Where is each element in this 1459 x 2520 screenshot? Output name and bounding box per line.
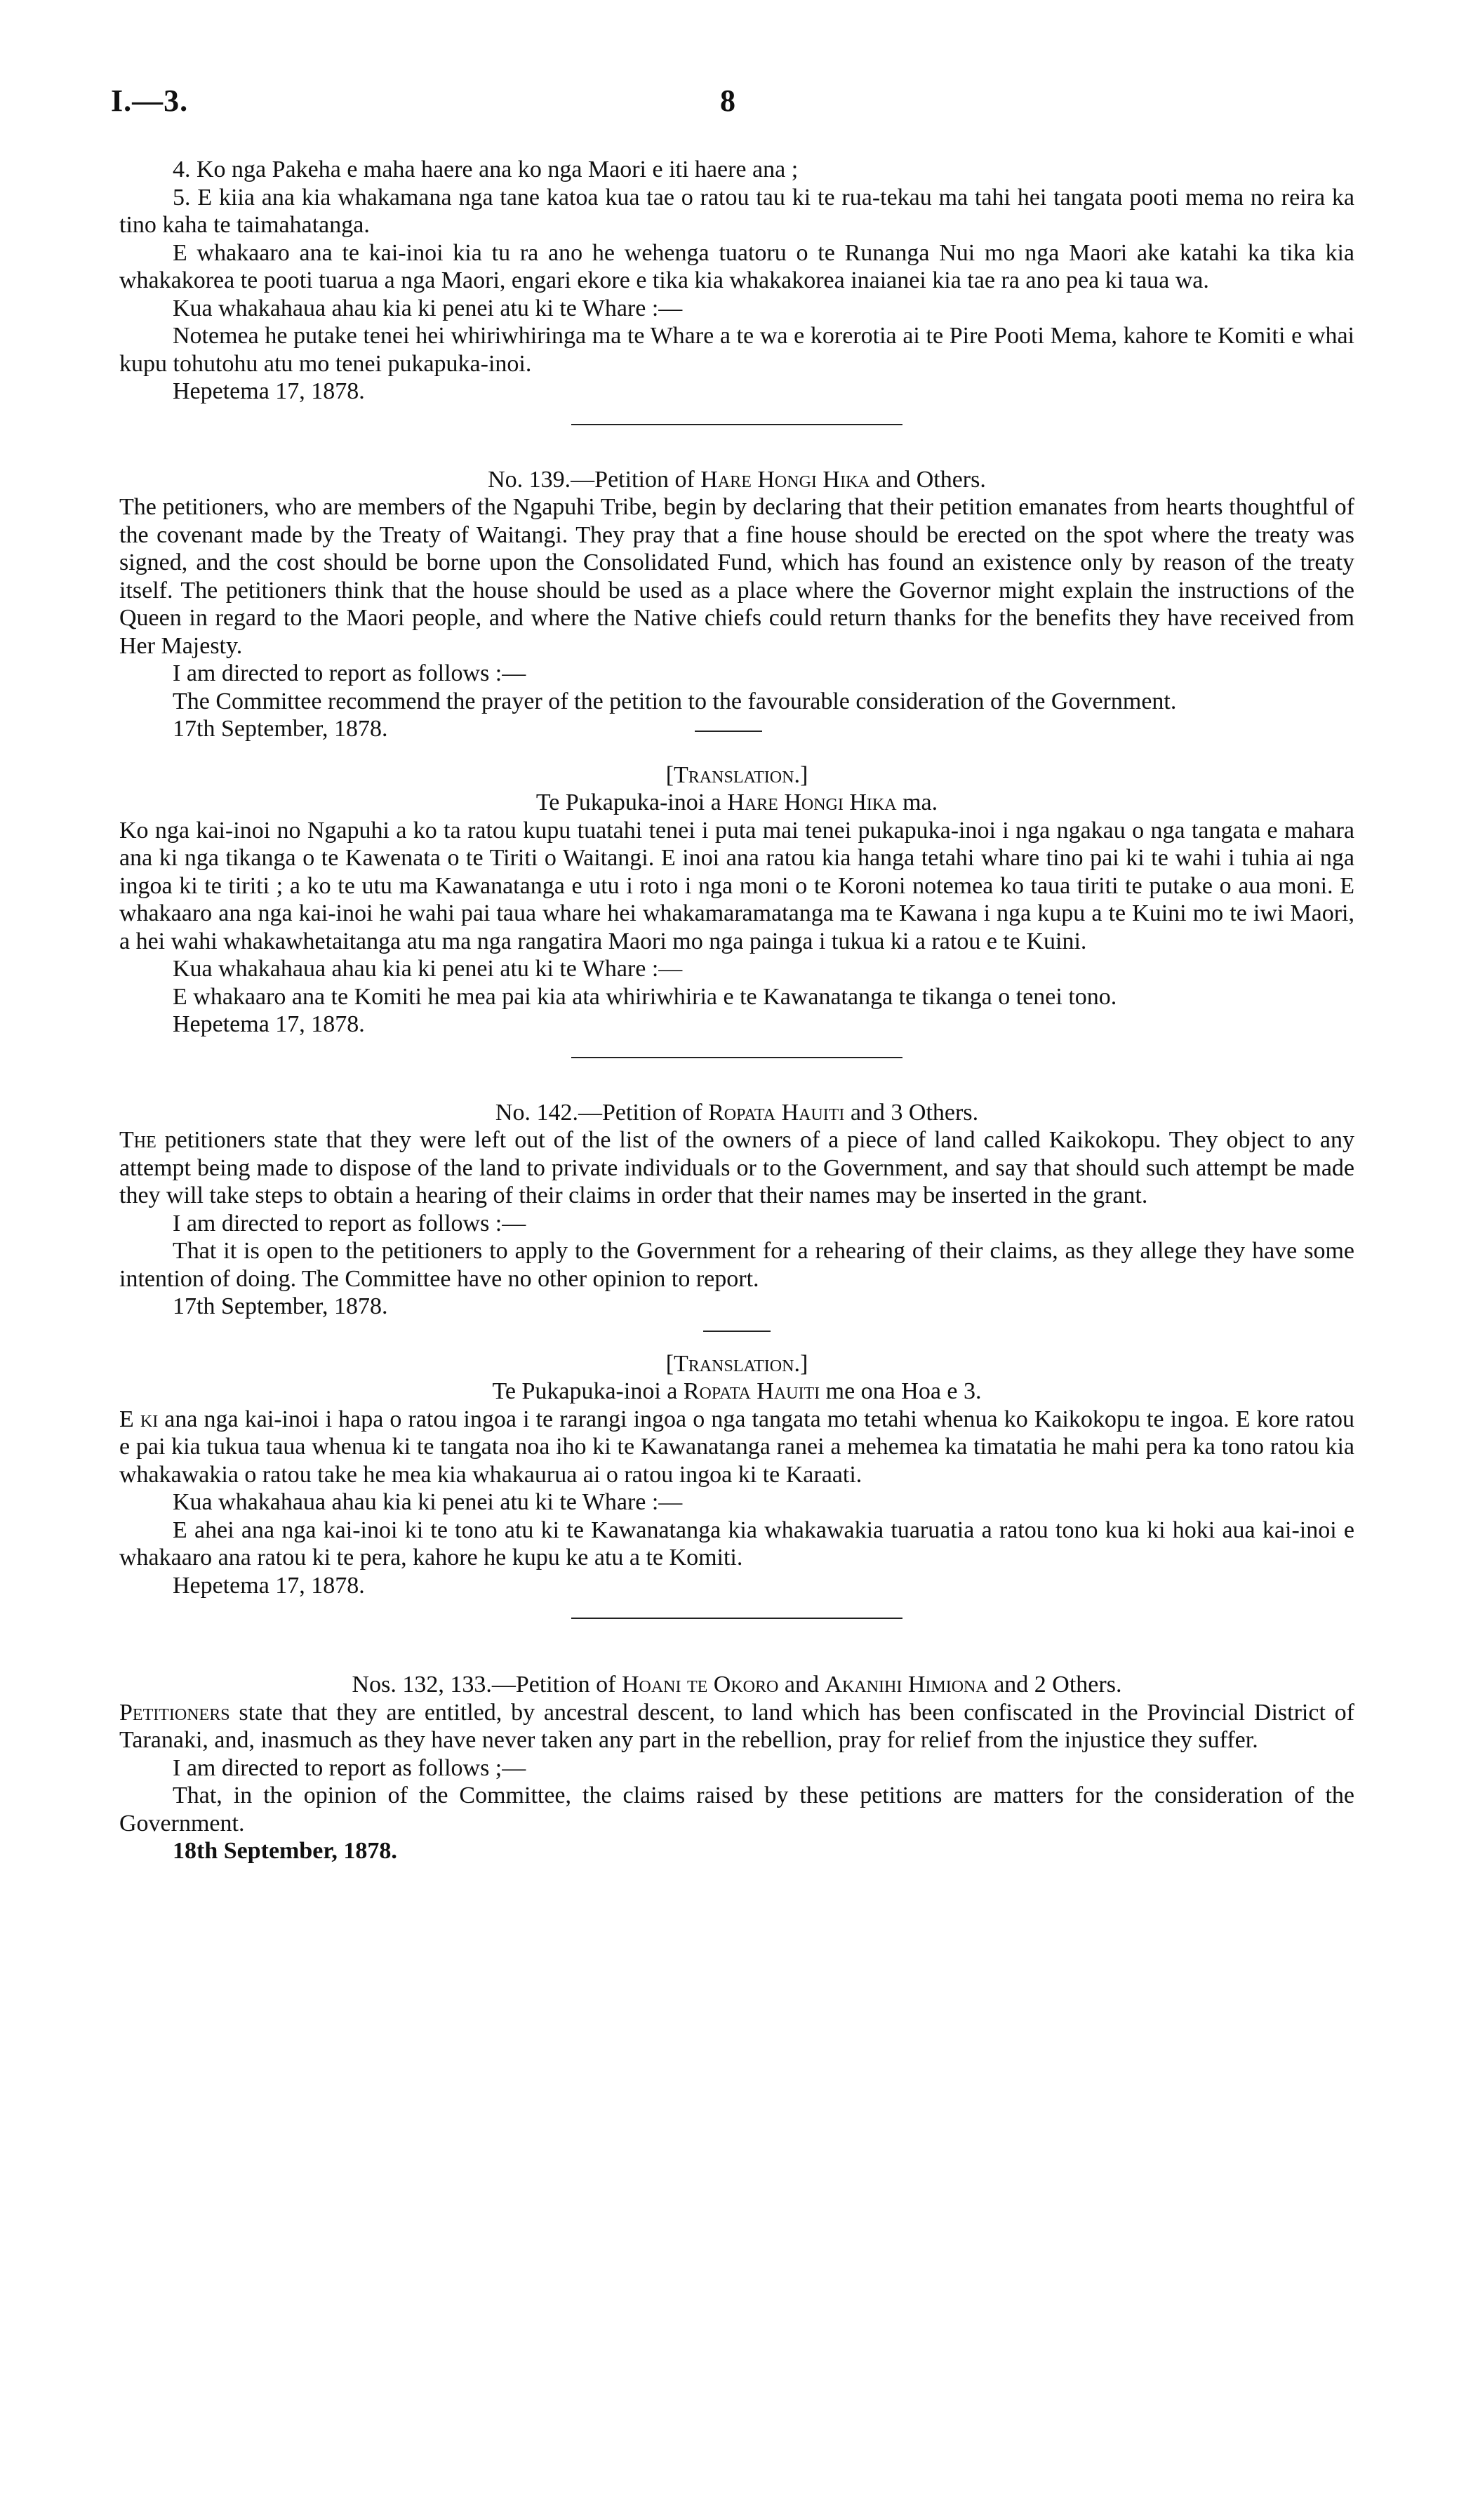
committee-report: That it is open to the petitioners to apply to the Government for a rehearing of their claims, as they allege they have some intention of doing. The Committee have no other opinion to report. bbox=[119, 1238, 1354, 1292]
translation-date: Hepetema 17, 1878. bbox=[173, 1572, 365, 1599]
petitioner-name: Ropata Hauiti bbox=[683, 1378, 820, 1404]
heading-suffix: and Others. bbox=[876, 466, 986, 493]
section-continued-petition bbox=[119, 156, 1354, 406]
summary-text: petitioners state that they were left out of the list of the owners of a piece of land called Kaikokopu. They object to any attempt being made to dispose of the land to private individuals or to the Government, and say that should such attempt be made they will take steps to obtain a hearing of their claims in order that their names may be inserted in the grant. bbox=[119, 1127, 1355, 1208]
petition-summary bbox=[119, 1126, 1354, 1210]
heading-prefix: No. 142.—Petition of bbox=[495, 1099, 702, 1126]
report-date: 17th September, 1878. bbox=[173, 716, 388, 742]
translation-label: [Translation.] bbox=[665, 1350, 808, 1377]
translation-label: [Translation.] bbox=[665, 761, 808, 788]
petition-heading bbox=[119, 466, 1354, 494]
translation-heading bbox=[119, 1378, 1354, 1406]
heading-suffix: and 3 Others. bbox=[850, 1099, 979, 1126]
translation-directive: Kua whakahaua ahau kia ki penei atu ki te Whare :— bbox=[173, 1489, 683, 1515]
summary-lead: The bbox=[119, 1127, 156, 1153]
report-directive: Kua whakahaua ahau kia ki penei atu ki te Whare :— bbox=[173, 295, 683, 321]
summary-text: ana nga kai-inoi i hapa o ratou ingoa i te rarangi ingoa o nga tangata mo tetahi whenua ko Kaikokopu te ingoa. E kore ratou e pai kia tukua taua whenua ki te tangata noa iho ki te Kawanatanga ranei a mehemea ka timatatia he mahi pera ka tono ratou kia whakawakia o ratou take he mea kia whakaurua ai o ratou ingoa ki te Karaati. bbox=[119, 1406, 1354, 1488]
report-date: 18th September, 1878. bbox=[173, 1838, 397, 1864]
page-number: 8 bbox=[720, 84, 735, 118]
summary-lead: Petitioners bbox=[119, 1699, 230, 1726]
heading-suffix: and 2 Others. bbox=[994, 1672, 1122, 1698]
petitioner-name: Hare Hongi Hika bbox=[700, 466, 870, 493]
paper-reference: I.—3. bbox=[111, 84, 189, 118]
summary-lead: E ki bbox=[119, 1406, 159, 1432]
section-petition-142 bbox=[119, 1099, 1354, 1600]
committee-report: Notemea he putake tenei hei whiriwhiringa ma te Whare a te wa e korerotia ai te Pire Pooti Mema, kahore te Komiti e whai kupu tohutohu atu mo tenei pukapuka-inoi. bbox=[119, 323, 1354, 377]
translation-heading bbox=[119, 789, 1354, 817]
petition-paragraph: E whakaaro ana te kai-inoi kia tu ra ano he wehenga tuatoru o te Runanga Nui mo nga Maori ake katahi ka tika kia whakakorea te pooti tuarua a nga Maori, engari ekore e tika kia whakakorea inaianei kia tae ra ano pea ki taua wa. bbox=[119, 239, 1354, 293]
petition-heading bbox=[119, 1099, 1354, 1127]
petition-summary: The petitioners, who are members of the Ngapuhi Tribe, begin by declaring that their petition emanates from hearts thoughtful of the covenant made by the Treaty of Waitangi. They pray that a fine house should be erected on the spot where the treaty was signed, and the cost should be borne upon the Consolidated Fund, which has found an existence only by reason of the treaty itself. The petitioners think that the house should be used as a place where the Governor might explain the instructions of the Queen in regard to the Maori people, and where the Native chiefs could return thanks for the benefits they have received from Her Majesty. bbox=[119, 494, 1354, 659]
translation-report: E ahei ana nga kai-inoi ki te tono atu ki te Kawanatanga kia whakawakia tuaruatia a ratou tono kua ki hoki aua kai-inoi e whakaaro ana ratou ki te pera, kahore he kupu ke atu a te Komiti. bbox=[119, 1516, 1354, 1571]
petition-summary bbox=[119, 1699, 1354, 1754]
heading-prefix: Te Pukapuka-inoi a bbox=[492, 1378, 678, 1404]
page-header bbox=[111, 83, 1360, 125]
report-date: Hepetema 17, 1878. bbox=[173, 378, 365, 404]
petitioner-name: Akanihi Himiona bbox=[825, 1672, 988, 1698]
translation-date: Hepetema 17, 1878. bbox=[173, 1011, 365, 1037]
summary-text: state that they are entitled, by ancestral descent, to land which has been confiscated in the Provincial District of Taranaki, and, inasmuch as they have never taken any part in the rebellion, pray for relief from the injustice they suffer. bbox=[119, 1699, 1354, 1753]
heading-prefix: Te Pukapuka-inoi a bbox=[535, 789, 721, 815]
list-item-5: 5. E kiia ana kia whakamana nga tane katoa kua tae o ratou tau ki te rua-tekau ma tahi hei tangata pooti mema no reira ka tino kaha te taimahatanga. bbox=[119, 184, 1354, 238]
petitioner-name: Ropata Hauiti bbox=[708, 1099, 845, 1126]
report-directive: I am directed to report as follows ;— bbox=[173, 1754, 526, 1781]
committee-report: The Committee recommend the prayer of the petition to the favourable consideration of the Government. bbox=[173, 688, 1177, 714]
page-body bbox=[119, 156, 1354, 1865]
short-divider bbox=[695, 731, 762, 732]
heading-prefix: No. 139.—Petition of bbox=[488, 466, 695, 493]
section-petition-139 bbox=[119, 466, 1354, 1039]
heading-prefix: Nos. 132, 133.—Petition of bbox=[352, 1672, 616, 1698]
petition-heading bbox=[119, 1671, 1354, 1699]
translation-summary bbox=[119, 1406, 1354, 1489]
petitioner-name: Hoani te Okoro bbox=[621, 1672, 779, 1698]
section-petition-132-133 bbox=[119, 1671, 1354, 1865]
committee-report: That, in the opinion of the Committee, the claims raised by these petitions are matters for the consideration of the Government. bbox=[119, 1782, 1354, 1836]
translation-report: E whakaaro ana te Komiti he mea pai kia ata whiriwhiria e te Kawanatanga te tikanga o tenei tono. bbox=[173, 983, 1117, 1010]
list-item-4: 4. Ko nga Pakeha e maha haere ana ko nga Maori e iti haere ana ; bbox=[173, 156, 799, 182]
report-date: 17th September, 1878. bbox=[173, 1293, 388, 1319]
report-directive: I am directed to report as follows :— bbox=[173, 660, 526, 686]
dateline bbox=[119, 715, 1354, 743]
report-directive: I am directed to report as follows :— bbox=[173, 1210, 526, 1236]
heading-suffix: me ona Hoa e 3. bbox=[825, 1378, 982, 1404]
translation-directive: Kua whakahaua ahau kia ki penei atu ki te Whare :— bbox=[173, 956, 683, 982]
translation-summary: Ko nga kai-inoi no Ngapuhi a ko ta ratou kupu tuatahi tenei i puta mai tenei pukapuka-inoi i nga ngakau o nga tangata e mahara ana ki nga tikanga o te Kawenata o te Tiriti o Waitangi. E inoi ana ratou kia hanga tetahi whare tino pai ki te wahi i tuhia ai nga ingoa ki te tiriti ; a ko te utu ma Kawanatanga e utu i roto i nga moni o te Koroni notemea ko taua tiriti te putake o aua moni. E whakaaro ana nga kai-inoi he wahi pai taua whare hei whakamaramatanga ma te Kawana i nga kupu a te Kuini mo te iwi Maori, a hei wahi whakawhetaitanga atu ma nga rangatira Maori mo nga painga i tukua ki a ratou e te Kuini. bbox=[119, 817, 1354, 954]
heading-conjunction: and bbox=[784, 1672, 819, 1698]
petitioner-name: Hare Hongi Hika bbox=[727, 789, 897, 815]
heading-suffix: ma. bbox=[902, 789, 938, 815]
